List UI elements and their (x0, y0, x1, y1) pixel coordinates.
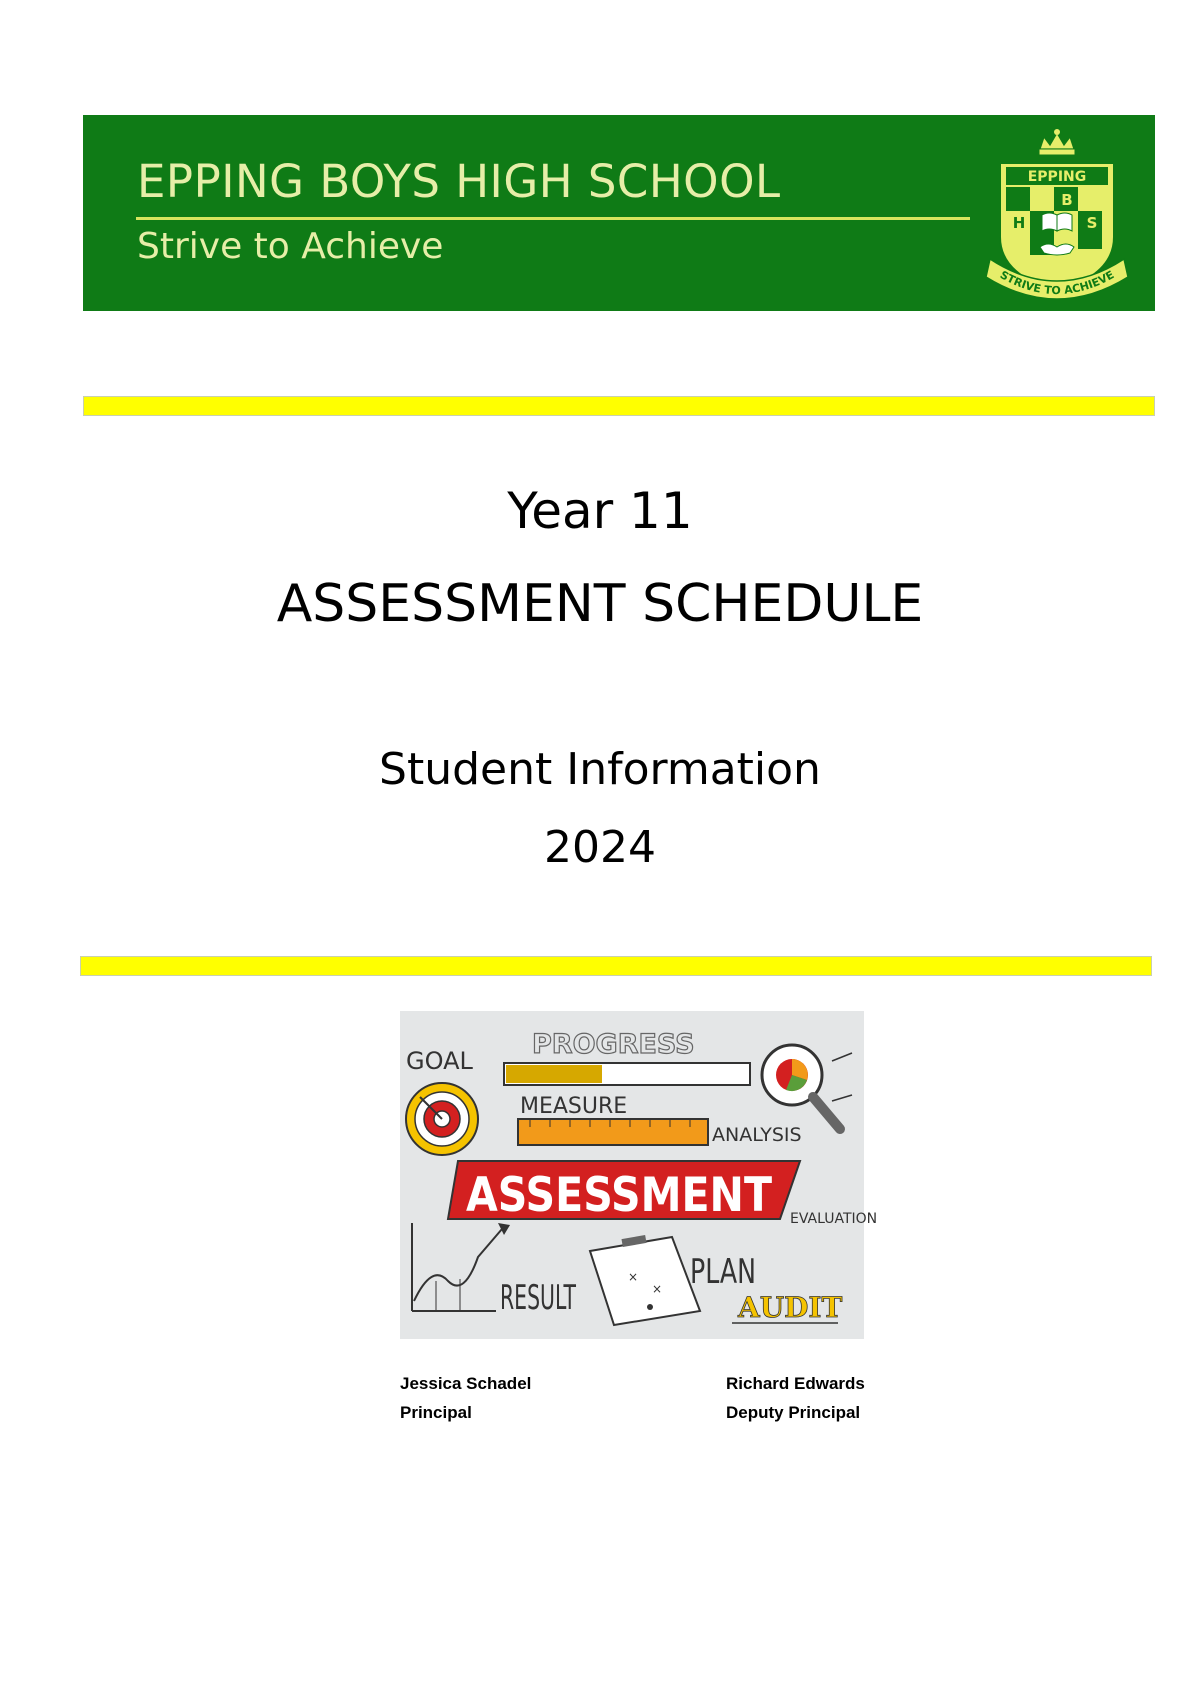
crest-letter-s: S (1086, 214, 1098, 232)
crown-icon (1039, 129, 1075, 155)
header-banner (83, 115, 1155, 311)
svg-text:×: × (652, 1282, 663, 1296)
word-progress: PROGRESS (532, 1029, 695, 1060)
word-assessment: ASSESSMENT (466, 1168, 772, 1223)
target-icon (406, 1083, 478, 1155)
crest-ribbon-text: STRIVE TO ACHIEVE (997, 268, 1117, 298)
deputy-principal-role: Deputy Principal (726, 1403, 861, 1422)
year-heading: Year 11 (507, 482, 693, 540)
magnifier-pie-icon (762, 1045, 852, 1129)
word-audit: AUDIT (738, 1291, 843, 1324)
word-goal: GOAL (406, 1047, 473, 1075)
banner-divider (136, 217, 970, 220)
crest-letter-b: B (1061, 191, 1073, 209)
schedule-heading: ASSESSMENT SCHEDULE (276, 574, 924, 634)
assessment-illustration (400, 1011, 878, 1339)
open-book-icon (1042, 213, 1072, 231)
student-info-heading: Student Information (379, 744, 821, 795)
crest-top-text: EPPING (1027, 169, 1087, 185)
bottom-yellow-divider (80, 956, 1152, 976)
growth-chart-icon (412, 1223, 510, 1311)
clipboard-plan-icon (590, 1235, 700, 1325)
word-analysis: ANALYSIS (712, 1124, 802, 1146)
word-result: RESULT (500, 1278, 577, 1318)
word-evaluation: EVALUATION (790, 1211, 878, 1227)
word-plan: PLAN (690, 1252, 756, 1292)
school-crest-icon (982, 127, 1132, 299)
principal-role: Principal (400, 1403, 472, 1422)
year-label: 2024 (544, 822, 656, 873)
svg-text:×: × (628, 1270, 639, 1284)
word-measure: MEASURE (520, 1094, 628, 1119)
top-yellow-divider (83, 396, 1155, 416)
deputy-principal-name: Richard Edwards (726, 1374, 865, 1393)
school-motto: Strive to Achieve (137, 226, 444, 267)
school-name: EPPING BOYS HIGH SCHOOL (137, 155, 781, 208)
crest-letter-h: H (1012, 214, 1026, 232)
progress-bar-icon (504, 1063, 750, 1085)
ruler-icon (518, 1119, 708, 1145)
principal-name: Jessica Schadel (400, 1374, 532, 1393)
